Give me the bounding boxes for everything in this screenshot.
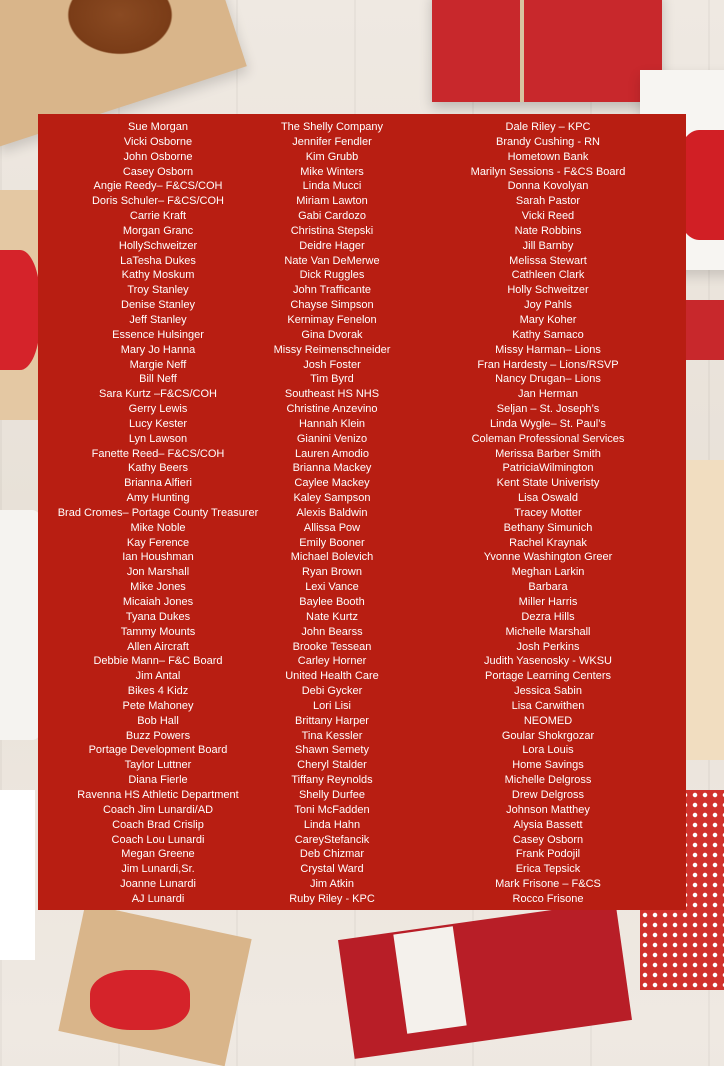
name-entry: Caylee Mackey (294, 477, 370, 490)
name-entry: Josh Perkins (516, 640, 580, 653)
name-entry: Johnson Matthey (506, 803, 590, 816)
name-entry: Fanette Reed– F&CS/COH (91, 447, 225, 460)
name-entry: John Trafficante (292, 284, 372, 297)
name-entry: Sarah Pastor (515, 195, 581, 208)
name-entry: Sara Kurtz –F&CS/COH (99, 388, 217, 401)
name-entry: Hometown Bank (507, 150, 589, 163)
name-entry: Lisa Carwithen (511, 699, 585, 712)
name-entry: NEOMED (523, 714, 573, 727)
name-entry: Doris Schuler– F&CS/COH (91, 195, 225, 208)
name-entry: Portage Development Board (88, 744, 228, 757)
name-entry: Troy Stanley (127, 284, 189, 297)
name-entry: Seljan – St. Joseph’s (496, 403, 600, 416)
name-entry: Pete Mahoney (122, 699, 194, 712)
name-entry: CareyStefancik (294, 833, 370, 846)
name-entry: John Osborne (123, 150, 193, 163)
name-entry: Crystal Ward (300, 863, 364, 876)
name-entry: Southeast HS NHS (284, 388, 380, 401)
name-entry: Mike Winters (300, 165, 364, 178)
red-gift-box-small (686, 300, 724, 360)
name-entry: Debbie Mann– F&C Board (93, 655, 223, 668)
red-gift-box-bottom (338, 901, 632, 1059)
name-entry: Home Savings (512, 759, 584, 772)
name-entry: Goular Shokrgozar (501, 729, 595, 742)
name-entry: Sue Morgan (128, 121, 188, 133)
name-entry: Bill Neff (139, 373, 177, 386)
name-entry: Emily Booner (299, 536, 365, 549)
name-entry: Tammy Mounts (120, 625, 196, 638)
name-entry: Ryan Brown (302, 566, 362, 579)
name-entry: Casey Osborn (512, 833, 584, 846)
name-entry: PatriciaWilmington (502, 462, 594, 475)
name-entry: Barbara (528, 581, 568, 594)
name-entry: Brianna Alfieri (124, 477, 192, 490)
name-entry: Christine Anzevino (286, 403, 378, 416)
name-entry: Margie Neff (129, 358, 187, 371)
name-entry: Nancy Drugan– Lions (495, 373, 601, 386)
name-entry: Mark Frisone – F&CS (495, 878, 601, 891)
name-entry: Allissa Pow (303, 521, 361, 534)
name-entry: Rachel Kraynak (509, 536, 587, 549)
name-entry: Linda Wygle– St. Paul’s (490, 417, 606, 430)
name-entry: Lori Lisi (313, 699, 351, 712)
name-entry: Jon Marshall (126, 566, 190, 579)
name-entry: Mary Jo Hanna (120, 343, 196, 356)
name-entry: Casey Osborn (122, 165, 194, 178)
name-entry: Deidre Hager (299, 239, 365, 252)
name-entry: Cathleen Clark (511, 269, 585, 282)
name-entry: Baylee Booth (299, 596, 365, 608)
name-entry: Missy Harman– Lions (495, 343, 601, 356)
name-entry: Merissa Barber Smith (495, 447, 601, 460)
name-entry: John Bearss (301, 625, 363, 638)
name-entry: Jeff Stanley (129, 313, 187, 326)
name-entry: Nate Van DeMerwe (284, 254, 380, 267)
name-entry: Alysia Bassett (513, 818, 583, 831)
name-entry: Gerry Lewis (128, 403, 188, 416)
name-entry: Gabi Cardozo (298, 210, 366, 223)
name-entry: Melissa Stewart (509, 254, 587, 267)
name-entry: Joanne Lunardi (120, 878, 196, 891)
name-entry: Fran Hardesty – Lions/RSVP (477, 358, 619, 371)
name-entry: Frank Podojil (515, 848, 581, 861)
name-entry: Ian Houshman (122, 551, 194, 564)
name-entry: Carley Horner (297, 655, 367, 668)
kraft-gift-box-right (680, 460, 724, 760)
name-entry: Diana Fierle (128, 774, 188, 787)
name-entry: Allen Aircraft (127, 640, 189, 653)
name-entry: Brittany Harper (295, 714, 369, 727)
name-entry: Linda Hahn (303, 818, 361, 831)
name-entry: Nate Kurtz (306, 610, 358, 623)
name-entry: Tiffany Reynolds (291, 774, 373, 787)
names-panel (38, 114, 686, 910)
name-entry: Lucy Kester (128, 417, 188, 430)
name-entry: Dick Ruggles (299, 269, 365, 282)
name-entry: Drew Delgross (511, 788, 585, 801)
name-entry: Ravenna HS Athletic Department (77, 788, 239, 801)
name-entry: Bethany Simunich (503, 521, 593, 534)
name-entry: Michelle Marshall (505, 625, 591, 638)
name-entry: Brooke Tessean (292, 640, 372, 653)
name-entry: Amy Hunting (126, 492, 190, 505)
red-bow-bottom (90, 970, 190, 1030)
name-entry: Carrie Kraft (129, 210, 187, 223)
name-entry: Mike Noble (130, 521, 186, 534)
name-entry: Kent State Univeristy (496, 477, 600, 490)
name-entry: Deb Chizmar (299, 848, 365, 861)
name-entry: Brianna Mackey (292, 462, 372, 475)
name-entry: Donna Kovolyan (507, 180, 589, 193)
names-column-2 (252, 120, 412, 907)
name-entry: Coach Jim Lunardi/AD (102, 803, 214, 816)
name-entry: Vicki Osborne (123, 135, 193, 148)
name-entry: Jim Antal (135, 670, 181, 683)
name-entry: Dale Riley – KPC (505, 121, 591, 133)
name-entry: Alexis Baldwin (296, 506, 368, 519)
name-entry: Ruby Riley - KPC (289, 892, 375, 905)
name-entry: Kim Grubb (305, 150, 359, 163)
name-entry: Jim Atkin (309, 878, 354, 891)
name-entry: Joy Pahls (524, 299, 572, 312)
name-entry: Lisa Oswald (518, 492, 578, 505)
name-entry: Tracey Motter (514, 506, 582, 519)
name-entry: Morgan Granc (122, 224, 194, 237)
name-entry: Jennifer Fendler (292, 135, 372, 148)
name-entry: Marilyn Sessions - F&CS Board (470, 165, 626, 178)
name-entry: Portage Learning Centers (485, 670, 611, 683)
name-entry: Erica Tepsick (515, 863, 581, 876)
name-entry: Lyn Lawson (128, 432, 188, 445)
name-entry: Judith Yasenosky - WKSU (484, 655, 612, 668)
name-entry: Mike Jones (130, 581, 186, 594)
name-entry: Micaiah Jones (122, 596, 194, 608)
name-entry: Buzz Powers (125, 729, 191, 742)
name-entry: Brandy Cushing - RN (496, 135, 600, 148)
name-entry: Kaley Sampson (293, 492, 371, 505)
names-column-3 (448, 120, 648, 907)
white-gift-box-bottom-left (0, 790, 35, 960)
name-entry: Michelle Delgross (504, 774, 592, 787)
name-entry: Shawn Semety (295, 744, 369, 757)
name-entry: Brad Cromes– Portage County Treasurer (57, 506, 259, 519)
name-entry: Jim Lunardi,Sr. (121, 863, 195, 876)
name-entry: Shelly Durfee (298, 788, 366, 801)
name-entry: Nate Robbins (514, 224, 582, 237)
name-entry: Megan Greene (121, 848, 195, 861)
brown-bow (60, 0, 180, 60)
name-entry: Dezra Hills (521, 610, 575, 623)
name-entry: The Shelly Company (280, 121, 384, 133)
name-entry: Kay Ference (126, 536, 190, 549)
name-entry: Coach Brad Crislip (112, 818, 204, 831)
name-entry: Holly Schweitzer (507, 284, 589, 297)
name-entry: Debi Gycker (301, 685, 363, 698)
name-entry: Lora Louis (522, 744, 574, 757)
name-entry: Cheryl Stalder (297, 759, 367, 772)
name-entry: Bikes 4 Kidz (127, 685, 189, 698)
name-entry: Hannah Klein (298, 417, 366, 430)
name-entry: Tina Kessler (301, 729, 363, 742)
name-entry: Missy Reimenschneider (273, 343, 391, 356)
name-entry: Linda Mucci (302, 180, 362, 193)
red-bow-left (0, 250, 40, 370)
name-entry: LaTesha Dukes (120, 254, 196, 267)
names-column-1 (38, 120, 278, 907)
name-entry: Coach Lou Lunardi (111, 833, 205, 846)
name-entry: Michael Bolevich (290, 551, 374, 564)
name-entry: Bob Hall (137, 714, 179, 727)
red-gift-box-top (432, 0, 662, 102)
name-entry: Josh Foster (303, 358, 361, 371)
name-entry: Coleman Professional Services (471, 432, 625, 445)
name-entry: Jan Herman (518, 388, 578, 401)
name-entry: Gianini Venizo (296, 432, 368, 445)
name-entry: Tyana Dukes (125, 610, 191, 623)
name-entry: Christina Stepski (290, 224, 374, 237)
name-entry: AJ Lunardi (131, 892, 185, 905)
name-entry: Gina Dvorak (301, 328, 363, 341)
name-entry: Kernimay Fenelon (287, 313, 377, 326)
name-entry: Tim Byrd (310, 373, 354, 386)
name-entry: Toni McFadden (294, 803, 370, 816)
name-entry: Miller Harris (518, 596, 578, 608)
name-entry: Taylor Luttner (124, 759, 192, 772)
twine-string (520, 0, 524, 102)
name-entry: Lauren Amodio (295, 447, 369, 460)
name-entry: Kathy Samaco (512, 328, 584, 341)
white-gift-box-left (0, 510, 40, 740)
name-entry: Miriam Lawton (296, 195, 368, 208)
name-entry: United Health Care (285, 670, 379, 683)
name-entry: Meghan Larkin (511, 566, 585, 579)
name-entry: HollySchweitzer (118, 239, 198, 252)
name-entry: Jessica Sabin (514, 685, 582, 698)
name-entry: Lexi Vance (305, 581, 359, 594)
name-entry: Kathy Moskum (121, 269, 195, 282)
name-entry: Denise Stanley (121, 299, 195, 312)
name-entry: Mary Koher (519, 313, 577, 326)
name-entry: Kathy Beers (128, 462, 188, 475)
name-entry: Rocco Frisone (512, 892, 584, 905)
name-entry: Chayse Simpson (290, 299, 374, 312)
name-entry: Angie Reedy– F&CS/COH (93, 180, 223, 193)
name-entry: Essence Hulsinger (112, 328, 204, 341)
name-entry: Vicki Reed (521, 210, 575, 223)
name-entry: Yvonne Washington Greer (483, 551, 613, 564)
name-entry: Jill Barnby (522, 239, 574, 252)
